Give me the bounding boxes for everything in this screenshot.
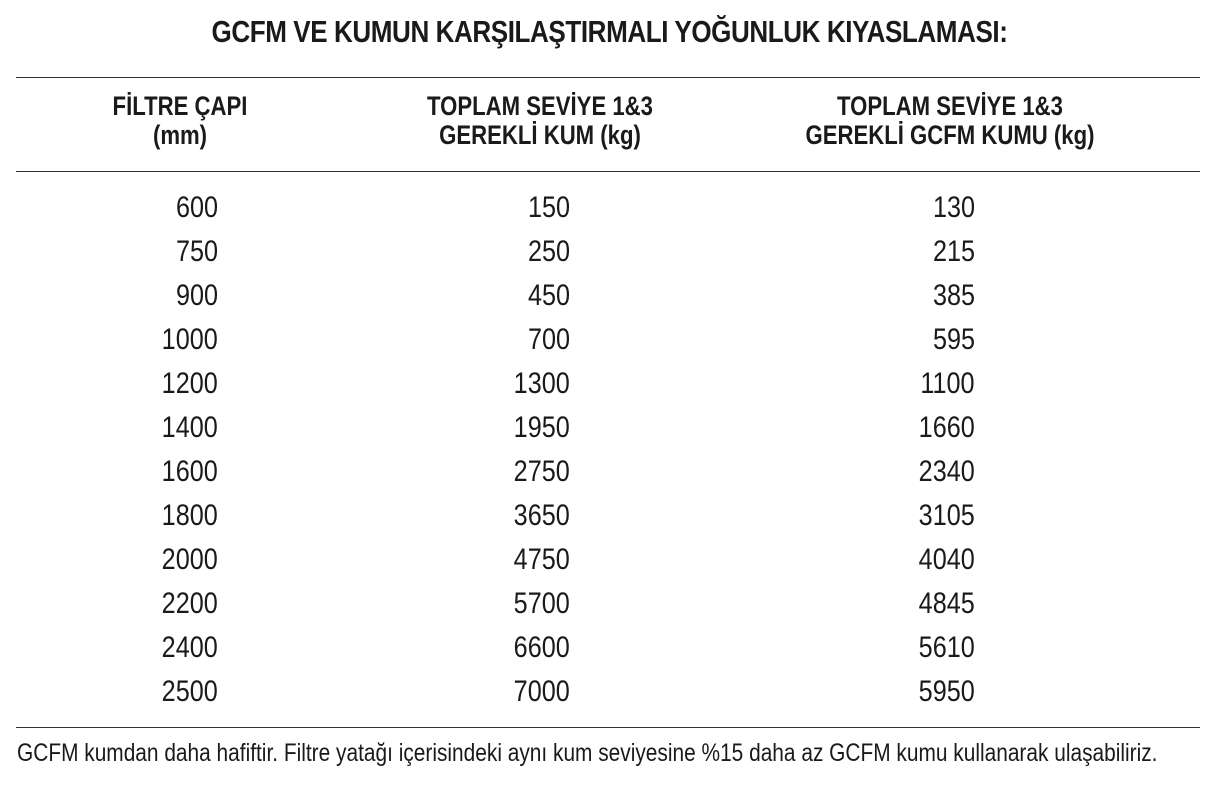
cell-diameter: 2400 bbox=[161, 631, 218, 664]
cell-sand: 5700 bbox=[513, 587, 570, 620]
cell-sand: 150 bbox=[527, 191, 570, 224]
header-required-gcfm bbox=[782, 92, 1118, 150]
cell-gcfm: 2340 bbox=[918, 455, 975, 488]
table-row bbox=[0, 230, 1219, 274]
table-top-rule bbox=[16, 77, 1200, 78]
cell-gcfm: 1660 bbox=[918, 411, 975, 444]
cell-gcfm: 5950 bbox=[918, 675, 975, 708]
cell-gcfm: 4845 bbox=[918, 587, 975, 620]
table-row bbox=[0, 670, 1219, 714]
cell-sand: 450 bbox=[527, 279, 570, 312]
cell-diameter: 900 bbox=[175, 279, 218, 312]
header-line: GEREKLİ KUM (kg) bbox=[439, 120, 641, 150]
table-row bbox=[0, 494, 1219, 538]
cell-sand: 7000 bbox=[513, 675, 570, 708]
cell-diameter: 1800 bbox=[161, 499, 218, 532]
cell-sand: 2750 bbox=[513, 455, 570, 488]
header-required-sand bbox=[401, 92, 680, 150]
cell-gcfm: 130 bbox=[932, 191, 975, 224]
table-body bbox=[0, 186, 1219, 714]
table-row bbox=[0, 186, 1219, 230]
cell-gcfm: 595 bbox=[932, 323, 975, 356]
table-bottom-rule bbox=[16, 727, 1200, 728]
cell-sand: 6600 bbox=[513, 631, 570, 664]
table-row bbox=[0, 626, 1219, 670]
cell-diameter: 600 bbox=[175, 191, 218, 224]
cell-gcfm: 5610 bbox=[918, 631, 975, 664]
cell-sand: 1300 bbox=[513, 367, 570, 400]
cell-diameter: 750 bbox=[175, 235, 218, 268]
cell-gcfm: 215 bbox=[932, 235, 975, 268]
cell-diameter: 1200 bbox=[161, 367, 218, 400]
cell-gcfm: 1100 bbox=[920, 367, 975, 400]
cell-gcfm: 385 bbox=[932, 279, 975, 312]
header-bottom-rule bbox=[16, 171, 1200, 172]
cell-diameter: 1600 bbox=[161, 455, 218, 488]
header-line: TOPLAM SEVİYE 1&3 bbox=[837, 91, 1063, 121]
header-line: GEREKLİ GCFM KUMU (kg) bbox=[805, 120, 1095, 150]
table-row bbox=[0, 582, 1219, 626]
cell-sand: 250 bbox=[527, 235, 570, 268]
cell-sand: 1950 bbox=[513, 411, 570, 444]
cell-gcfm: 4040 bbox=[918, 543, 975, 576]
header-line: (mm) bbox=[152, 120, 208, 150]
header-filter-diameter bbox=[106, 92, 254, 150]
document-title: GCFM VE KUMUN KARŞILAŞTIRMALI YOĞUNLUK KIYASLAMASI: bbox=[211, 14, 1008, 49]
table-row bbox=[0, 450, 1219, 494]
cell-sand: 700 bbox=[527, 323, 570, 356]
table-row bbox=[0, 318, 1219, 362]
cell-gcfm: 3105 bbox=[918, 499, 975, 532]
table-row bbox=[0, 362, 1219, 406]
cell-diameter: 1400 bbox=[161, 411, 218, 444]
cell-diameter: 2500 bbox=[161, 675, 218, 708]
table-row bbox=[0, 538, 1219, 582]
cell-diameter: 2000 bbox=[161, 543, 218, 576]
cell-diameter: 1000 bbox=[161, 323, 218, 356]
header-line: FİLTRE ÇAPI bbox=[112, 91, 248, 121]
table-row bbox=[0, 406, 1219, 450]
table-row bbox=[0, 274, 1219, 318]
cell-sand: 3650 bbox=[513, 499, 570, 532]
cell-sand: 4750 bbox=[513, 543, 570, 576]
footnote: GCFM kumdan daha hafiftir. Filtre yatağı içerisindeki aynı kum seviyesine %15 daha az GCFM kumu kullanarak ulaşabiliriz. bbox=[17, 739, 1158, 767]
cell-diameter: 2200 bbox=[161, 587, 218, 620]
header-line: TOPLAM SEVİYE 1&3 bbox=[427, 91, 653, 121]
